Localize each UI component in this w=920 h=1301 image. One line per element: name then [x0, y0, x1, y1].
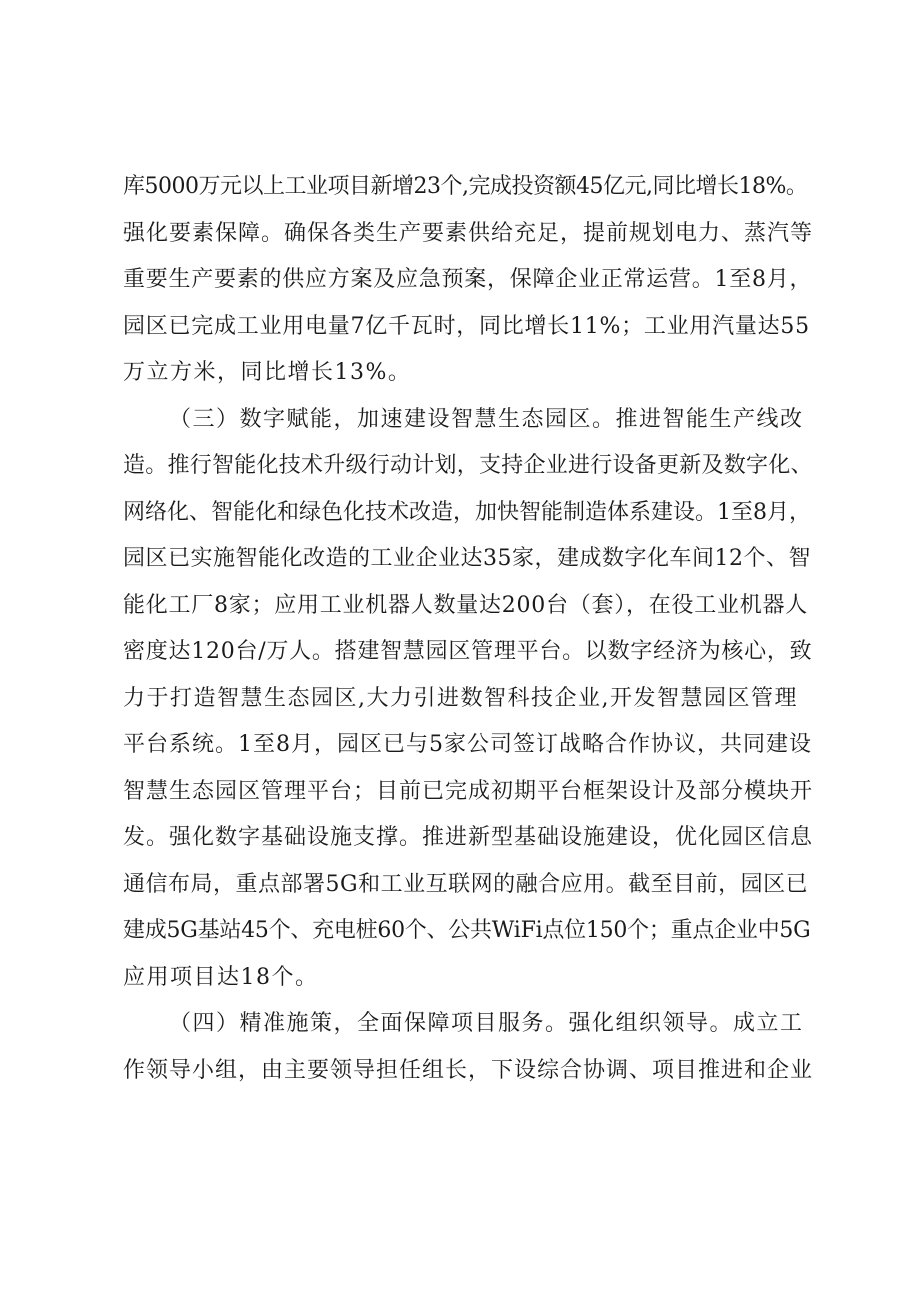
text-line: 能化工厂8家；应用工业机器人数量达200台（套），在役工业机器人 [123, 592, 808, 618]
text-line: 通信布局，重点部署5G和工业互联网的融合应用。截至目前，园区已 [123, 871, 809, 897]
body-text [123, 164, 813, 1094]
text-line: 建成5G基站45个、充电桩60个、公共WiFi点位150个；重点企业中5G [123, 918, 811, 943]
text-line: 库5000万元以上工业项目新增23个,完成投资额45亿元,同比增长18%。 [123, 174, 808, 199]
text-line: 力于打造智慧生态园区,大力引进数智科技企业,开发智慧园区管理 [123, 685, 798, 711]
text-line: 应用项目达18个。 [123, 964, 319, 990]
text-line: 园区已实施智能化改造的工业企业达35家，建成数字化车间12个、智 [123, 546, 811, 571]
text-line: 密度达120台/万人。搭建智慧园区管理平台。以数字经济为核心，致 [123, 639, 813, 664]
text-line: 作领导小组，由主要领导担任组长，下设综合协调、项目推进和企业 [123, 1057, 814, 1083]
text-line: 园区已完成工业用电量7亿千瓦时，同比增长11%；工业用汽量达55 [123, 313, 810, 339]
section-heading-line: （四）精准施策，全面保障项目服务。强化组织领导。成立工 [169, 1011, 804, 1036]
text-line: 强化要素保障。确保各类生产要素供给充足，提前规划电力、蒸汽等 [123, 220, 814, 246]
section-heading-line: （三）数字赋能，加速建设智慧生态园区。推进智能生产线改 [169, 406, 804, 432]
text-line: 平台系统。1至8月，园区已与5家公司签订战略合作协议，共同建设 [123, 732, 812, 757]
text-line: 造。推行智能化技术升级行动计划，支持企业进行设备更新及数字化、 [123, 453, 813, 478]
text-line: 发。强化数字基础设施支撑。推进新型基础设施建设，优化园区信息 [123, 825, 814, 850]
text-line: 网络化、智能化和绿色化技术改造，加快智能制造体系建设。1至8月， [123, 499, 811, 525]
text-line: 万立方米，同比增长13%。 [123, 360, 412, 385]
text-line: 智慧生态园区管理平台；目前已完成初期平台框架设计及部分模块开 [123, 778, 814, 804]
text-line: 重要生产要素的供应方案及应急预案，保障企业正常运营。1至8月， [123, 267, 813, 292]
